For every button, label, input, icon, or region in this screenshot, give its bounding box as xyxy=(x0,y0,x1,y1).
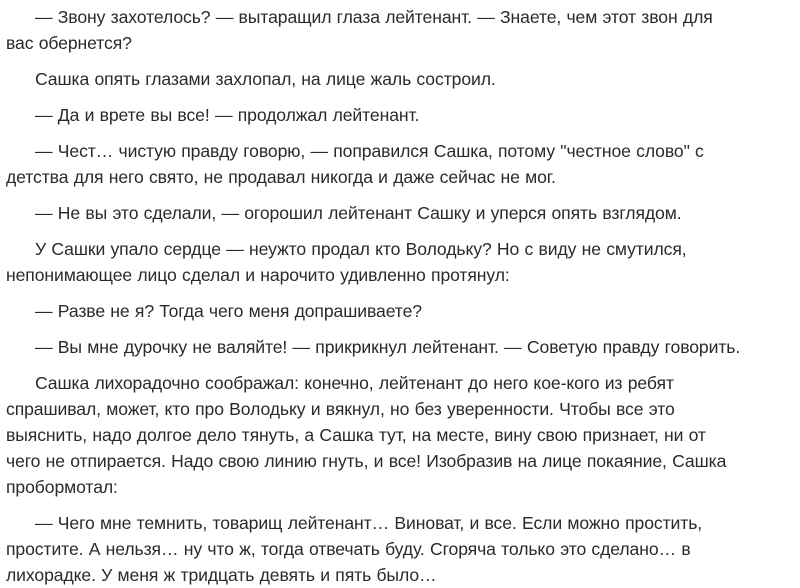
paragraph xyxy=(6,66,796,92)
text-line: — Разве не я? Тогда чего меня допрашиваете? xyxy=(35,301,422,321)
text-line: — Да и врете вы все! — продолжал лейтенант. xyxy=(35,105,420,125)
paragraph xyxy=(6,138,796,190)
text-line: спрашивал, может, кто про Володьку и вякнул, но без уверенности. Чтобы все это xyxy=(6,399,675,419)
paragraph xyxy=(6,4,796,56)
text-line: лихорадке. У меня ж тридцать девять и пять было… xyxy=(6,565,437,585)
text-line: вас обернется? xyxy=(6,33,132,53)
text-line: — Вы мне дурочку не валяйте! — прикрикнул лейтенант. — Советую правду говорить. xyxy=(35,337,741,357)
paragraph xyxy=(6,298,796,324)
text-line: — Чест… чистую правду говорю, — поправился Сашка, потому "честное слово" с xyxy=(35,141,704,161)
text-line: непонимающее лицо сделал и нарочито удивленно протянул: xyxy=(6,265,510,285)
document-body xyxy=(6,0,796,588)
text-line: детства для него свято, не продавал никогда и даже сейчас не мог. xyxy=(6,167,556,187)
text-line: — Чего мне темнить, товарищ лейтенант… Виноват, и все. Если можно простить, xyxy=(35,513,703,533)
text-line: простите. А нельзя… ну что ж, тогда отвечать буду. Сгоряча только это сделано… в xyxy=(6,539,691,559)
text-line: чего не отпирается. Надо свою линию гнуть, и все! Изобразив на лице покаяние, Сашка xyxy=(6,451,727,471)
text-line: Сашка лихорадочно соображал: конечно, лейтенант до него кое-кого из ребят xyxy=(35,373,674,393)
text-line: пробормотал: xyxy=(6,477,118,497)
paragraph xyxy=(6,510,796,588)
paragraph xyxy=(6,370,796,500)
paragraph xyxy=(6,102,796,128)
paragraph xyxy=(6,334,796,360)
text-line: выяснить, надо долгое дело тянуть, а Сашка тут, на месте, вину свою признает, ни от xyxy=(6,425,706,445)
text-line: Сашка опять глазами захлопал, на лице жаль состроил. xyxy=(35,69,496,89)
paragraph xyxy=(6,236,796,288)
paragraph xyxy=(6,200,796,226)
text-line: У Сашки упало сердце — неужто продал кто Володьку? Но с виду не смутился, xyxy=(35,239,687,259)
text-line: — Не вы это сделали, — огорошил лейтенант Сашку и уперся опять взглядом. xyxy=(35,203,682,223)
text-line: — Звону захотелось? — вытаращил глаза лейтенант. — Знаете, чем этот звон для xyxy=(35,7,713,27)
